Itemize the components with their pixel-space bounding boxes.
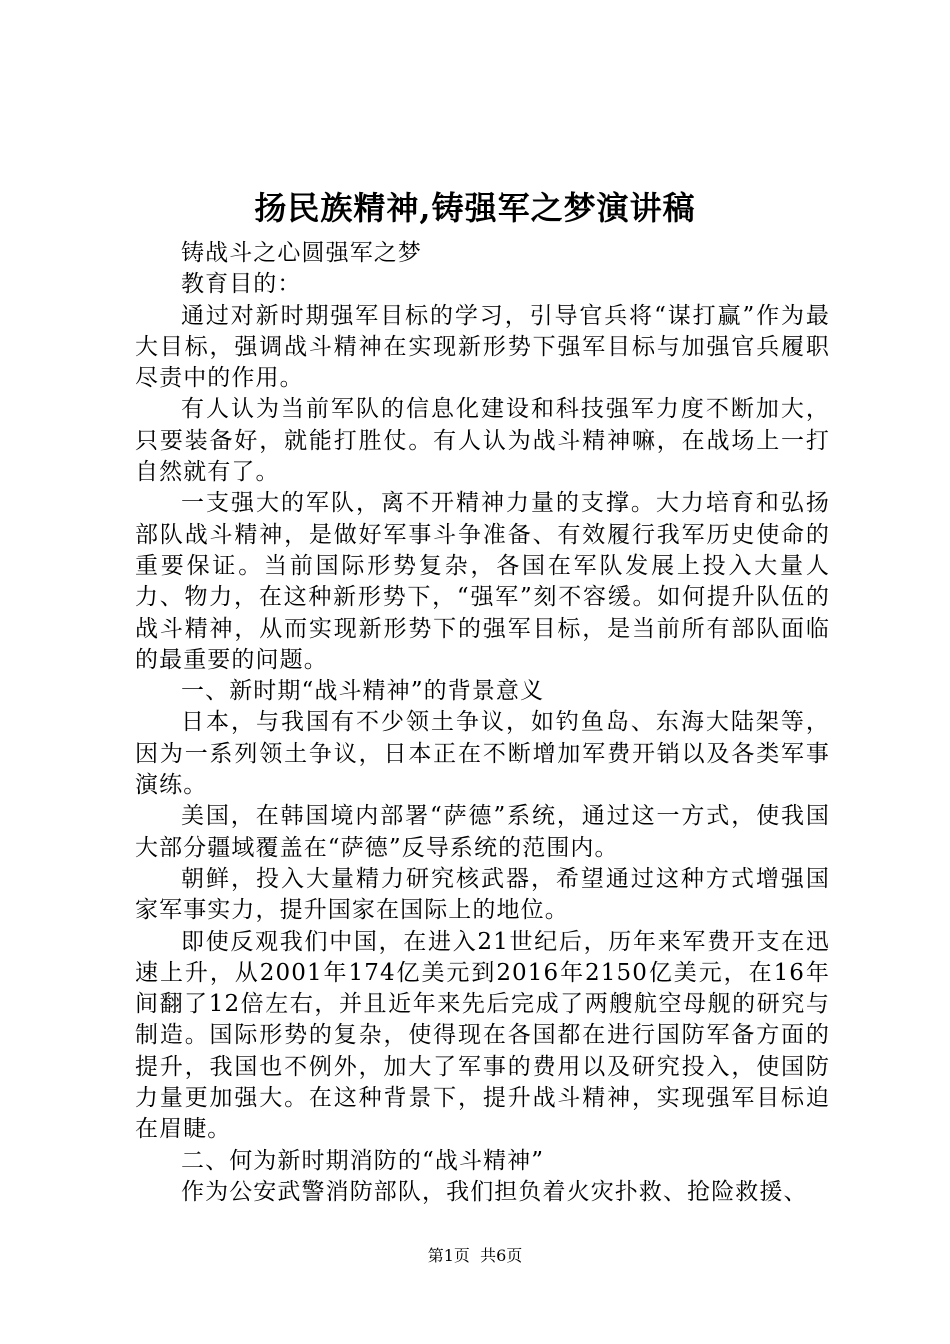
paragraph: 日本，与我国有不少领土争议，如钓鱼岛、东海大陆架等，因为一系列领土争议，日本正在不断增加军费开销以及各类军事演练。 [135,709,830,799]
paragraph: 通过对新时期强军目标的学习，引导官兵将“谋打赢”作为最大目标，强调战斗精神在实现新形势下强军目标与加强官兵履职尽责中的作用。 [135,302,830,392]
paragraph: 教育目的： [181,271,302,298]
section-heading: 一、新时期“战斗精神”的背景意义 [181,678,545,705]
page-number: 第1页 [427,1246,470,1265]
paragraph: 有人认为当前军队的信息化建设和科技强军力度不断加大，只要装备好，就能打胜仗。有人认为战斗精神嘛，在战场上一打自然就有了。 [135,396,830,486]
paragraph: 一支强大的军队，离不开精神力量的支撑。大力培育和弘扬部队战斗精神，是做好军事斗争准备、有效履行我军历史使命的重要保证。当前国际形势复杂，各国在军队发展上投入大量人力、物力，在这种新形势下，“强军”刻不容缓。如何提升队伍的战斗精神，从而实现新形势下的强军目标，是当前所有部队面临的最重要的问题。 [135,490,830,673]
document-title: 扬民族精神,铸强军之梦演讲稿 [254,189,696,227]
paragraph: 即使反观我们中国，在进入21世纪后，历年来军费开支在迅速上升，从2001年174亿美元到2016年2150亿美元，在16年间翻了12倍左右，并且近年来先后完成了两艘航空母舰的研究与制造。国际形势的复杂，使得现在各国都在进行国防军备方面的提升，我国也不例外，加大了军事的费用以及研究投入，使国防力量更加强大。在这种背景下，提升战斗精神，实现强军目标迫在眉睫。 [135,928,830,1143]
paragraph: 作为公安武警消防部队，我们担负着火灾扑救、抢险救援、 [181,1178,808,1205]
section-heading: 二、何为新时期消防的“战斗精神” [181,1147,545,1174]
page-footer [0,1245,950,1267]
paragraph: 朝鲜，投入大量精力研究核武器，希望通过这种方式增强国家军事实力，提升国家在国际上的地位。 [135,865,830,924]
paragraph: 铸战斗之心圆强军之梦 [181,240,422,266]
document-body [135,238,830,1208]
page-total: 共6页 [480,1246,523,1265]
paragraph: 美国，在韩国境内部署“萨德”系统，通过这一方式，使我国大部分疆域覆盖在“萨德”反导系统的范围内。 [135,803,830,861]
